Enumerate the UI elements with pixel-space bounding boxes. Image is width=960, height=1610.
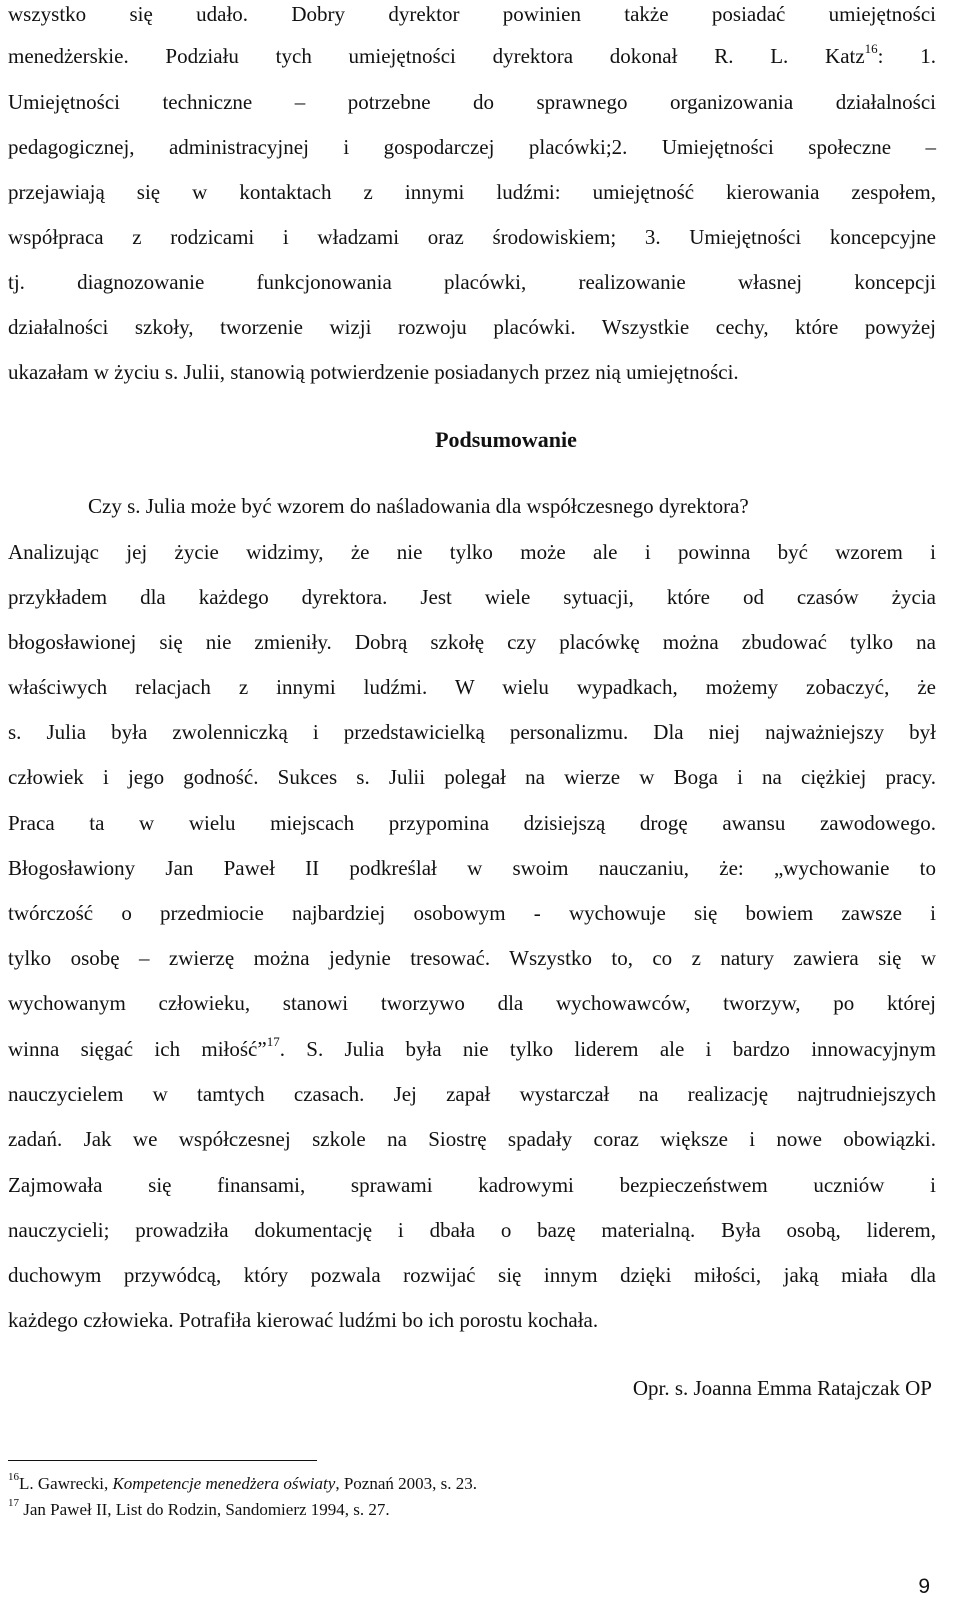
body-line: Praca ta w wielu miejscach przypomina dzisiejszą drogę awansu zawodowego. [8, 811, 936, 835]
body-line: duchowym przywódcą, który pozwala rozwijać się innym dzięki miłości, jaką miała dla [8, 1263, 936, 1287]
body-line: s. Julia była zwolenniczką i przedstawicielką personalizmu. Dla niej najważniejszy był [8, 720, 936, 744]
footnote-ref-17: 17 [266, 1034, 280, 1049]
body-line: ukazałam w życiu s. Julii, stanowią potwierdzenie posiadanych przez nią umiejętności. [8, 360, 739, 384]
body-line-text: menedżerskie. Podziału tych umiejętności dyrektora dokonał R. L. Katz [8, 44, 865, 68]
body-line: przejawiają się w kontaktach z innymi ludźmi: umiejętność kierowania zespołem, [8, 180, 936, 204]
footnote-title: Kompetencje menedżera oświaty [112, 1474, 336, 1493]
body-line: współpraca z rodzicami i władzami oraz środowiskiem; 3. Umiejętności koncepcyjne [8, 225, 936, 249]
body-line: Zajmowała się finansami, sprawami kadrowymi bezpieczeństwem uczniów i [8, 1173, 936, 1197]
footnote-separator [8, 1460, 317, 1461]
body-line: pedagogicznej, administracyjnej i gospodarczej placówki;2. Umiejętności społeczne – [8, 135, 936, 159]
body-line: Błogosławiony Jan Paweł II podkreślał w swoim nauczaniu, że: „wychowanie to [8, 856, 936, 880]
body-line: Umiejętności techniczne – potrzebne do sprawnego organizowania działalności [8, 90, 936, 114]
body-line: tylko osobę – zwierzę można jedynie tresować. Wszystko to, co z natury zawiera się w [8, 946, 936, 970]
body-line: każdego człowieka. Potrafiła kierować ludźmi bo ich porostu kochała. [8, 1308, 599, 1332]
body-line: nauczycielem w tamtych czasach. Jej zapał wystarczał na realizację najtrudniejszych [8, 1082, 936, 1106]
section-heading: Podsumowanie [435, 427, 577, 452]
body-line: właściwych relacjach z innymi ludźmi. W wielu wypadkach, możemy zobaczyć, że [8, 675, 936, 699]
body-line: człowiek i jego godność. Sukces s. Julii polegał na wierze w Boga i na ciężkiej pracy. [8, 765, 936, 789]
body-line [8, 42, 936, 70]
page-number: 9 [918, 1575, 930, 1598]
body-line: nauczycieli; prowadziła dokumentację i dbała o bazę materialną. Była osobą, liderem, [8, 1218, 936, 1242]
body-line: wychowanym człowieku, stanowi tworzywo dla wychowawców, tworzyw, po której [8, 991, 936, 1015]
footnote-number: 16 [8, 1471, 19, 1484]
footnote-text: L. Gawrecki, [19, 1474, 113, 1493]
body-line [8, 1035, 936, 1063]
body-line-text: winna sięgać ich miłość” [8, 1037, 267, 1061]
body-line-text: . S. Julia była nie tylko liderem ale i bardzo innowacyjnym [279, 1037, 937, 1061]
footnote-ref-16: 16 [864, 41, 878, 56]
body-line-text: : 1. [877, 44, 936, 68]
body-line: twórczość o przedmiocie najbardziej osobowym - wychowuje się bowiem zawsze i [8, 901, 936, 925]
body-line: błogosławionej się nie zmieniły. Dobrą szkołę czy placówkę można zbudować tylko na [8, 630, 936, 654]
body-line: Analizując jej życie widzimy, że nie tylko może ale i powinna być wzorem i [8, 540, 936, 564]
footnote-number: 17 [8, 1497, 19, 1510]
author-signature: Opr. s. Joanna Emma Ratajczak OP [632, 1376, 932, 1400]
footnote-text: , Poznań 2003, s. 23. [335, 1474, 477, 1493]
body-line: zadań. Jak we współczesnej szkole na Siostrę spadały coraz większe i nowe obowiązki. [8, 1127, 936, 1151]
footnote-16 [8, 1473, 477, 1495]
body-line: Czy s. Julia może być wzorem do naśladowania dla współczesnego dyrektora? [88, 494, 749, 518]
body-line: przykładem dla każdego dyrektora. Jest wiele sytuacji, które od czasów życia [8, 585, 936, 609]
body-line: działalności szkoły, tworzenie wizji rozwoju placówki. Wszystkie cechy, które powyżej [8, 315, 936, 339]
body-line: wszystko się udało. Dobry dyrektor powinien także posiadać umiejętności [8, 2, 936, 26]
footnote-17 [8, 1499, 390, 1521]
footnote-text: Jan Paweł II, List do Rodzin, Sandomierz 1994, s. 27. [19, 1500, 390, 1519]
body-line: tj. diagnozowanie funkcjonowania placówki, realizowanie własnej koncepcji [8, 270, 936, 294]
